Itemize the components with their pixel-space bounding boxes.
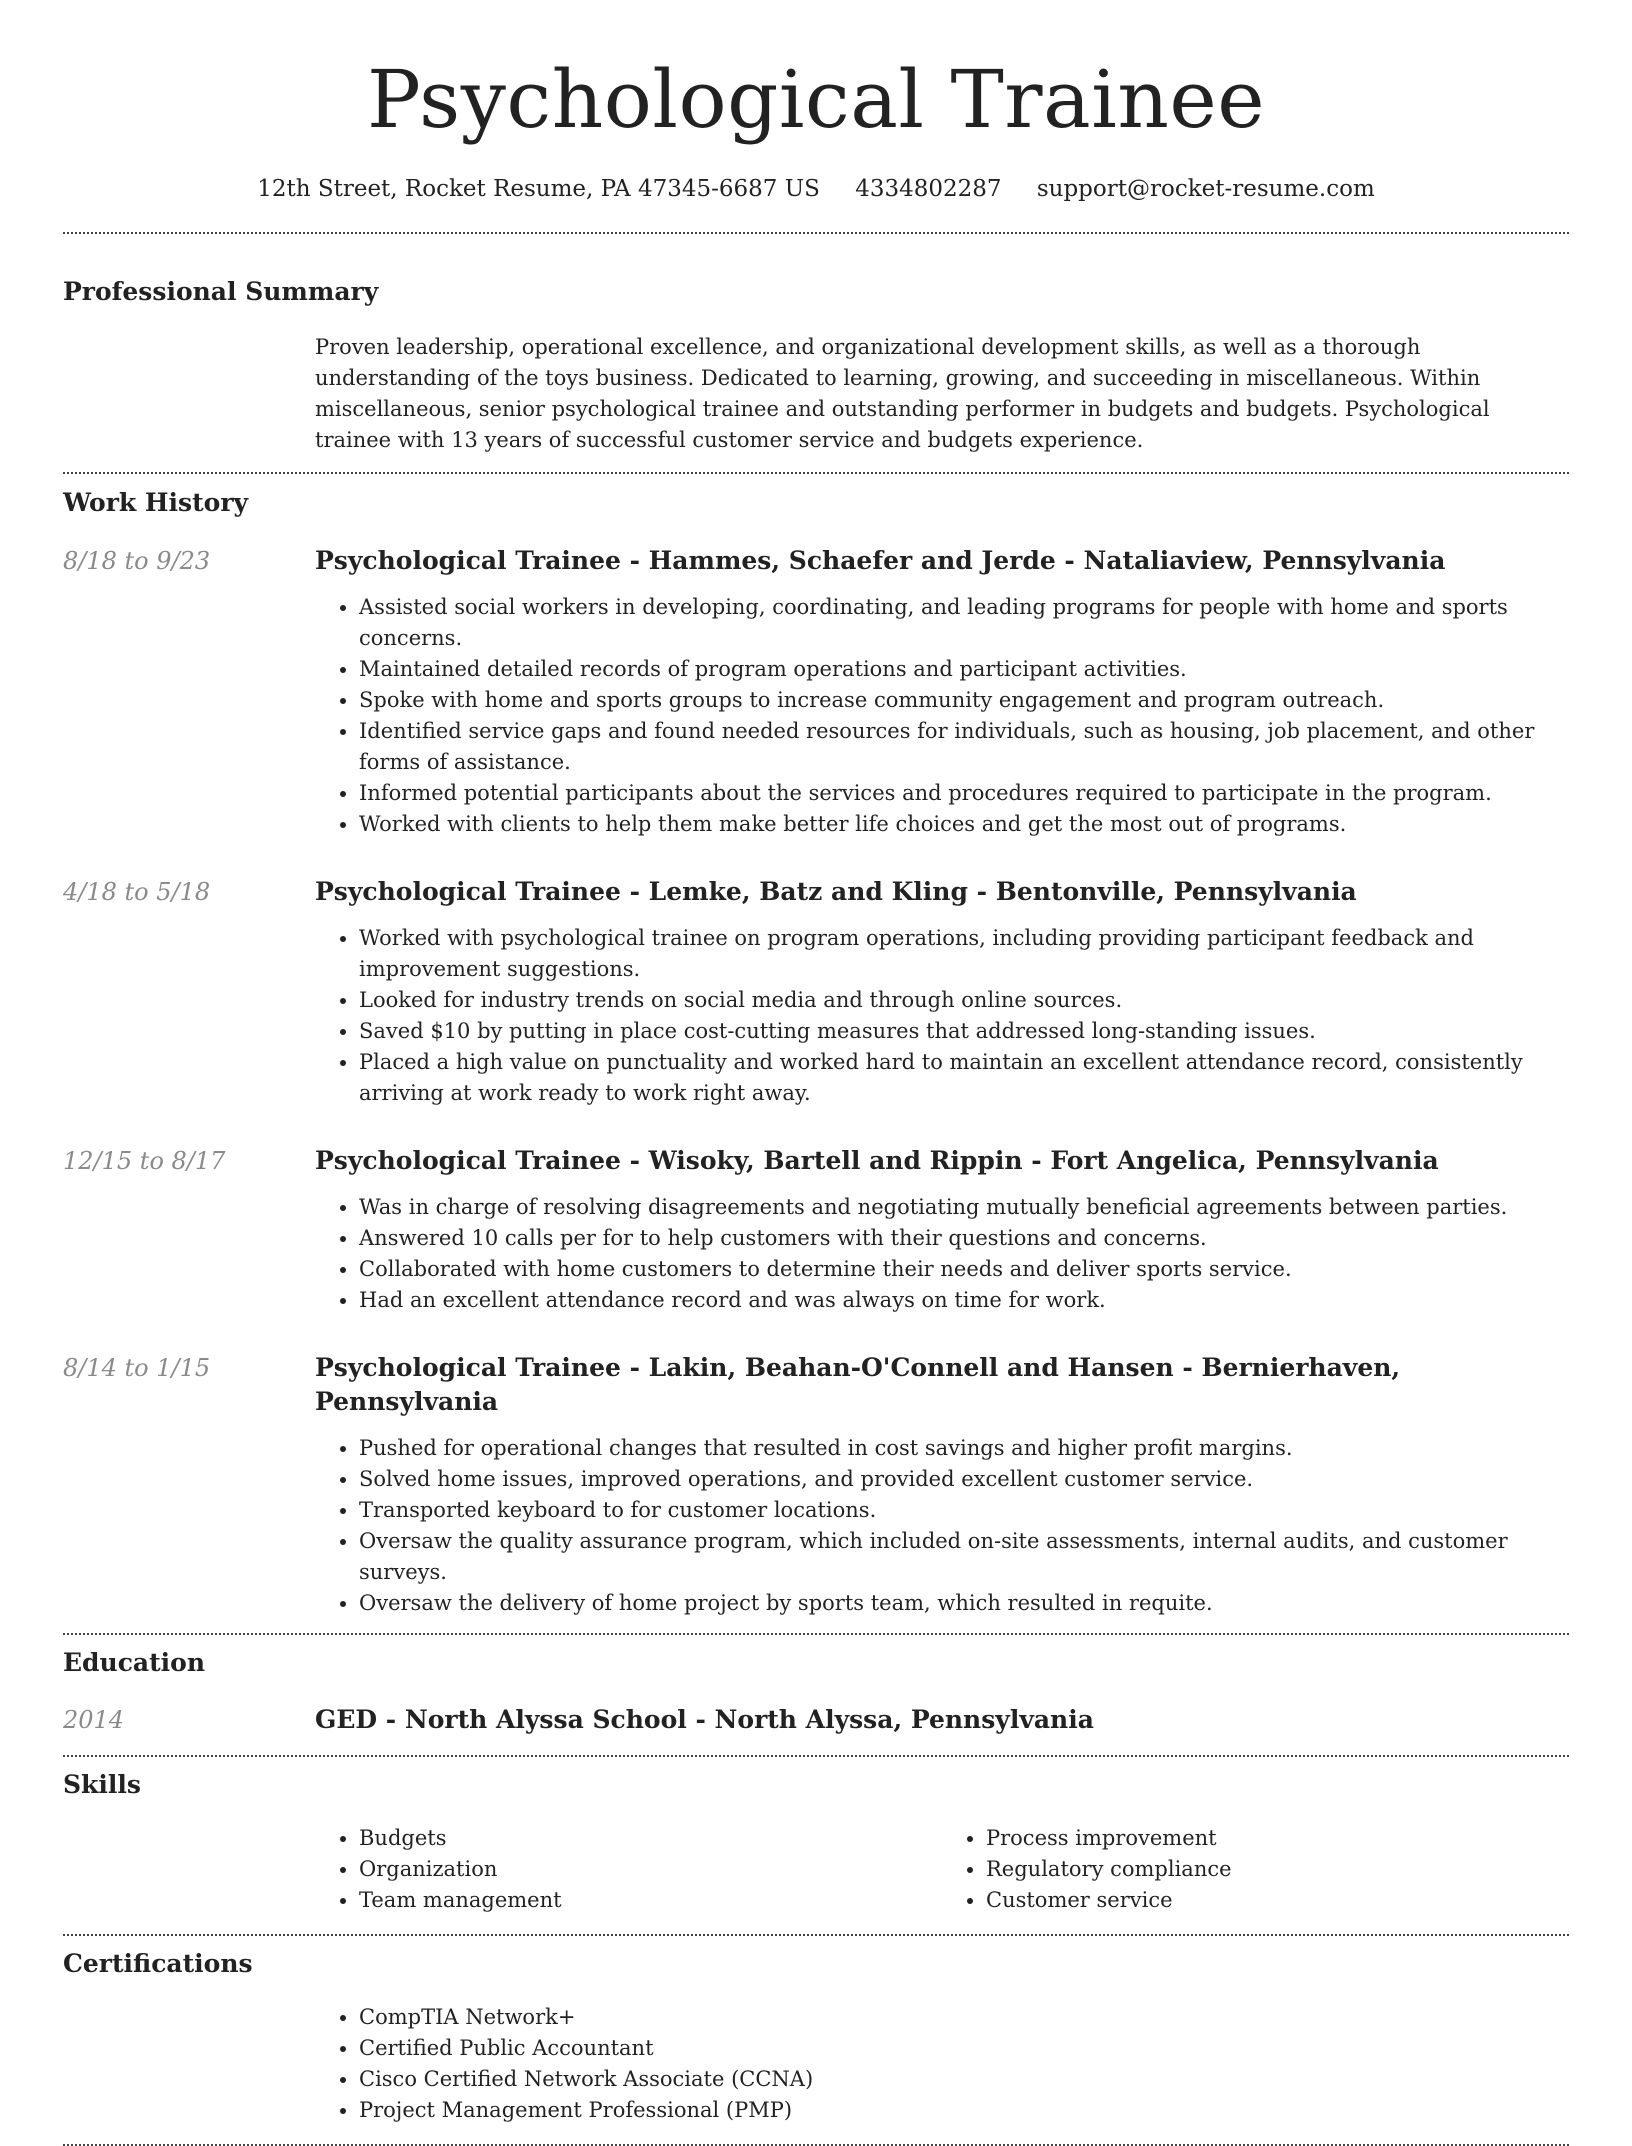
contact-phone: 4334802287 — [855, 176, 1002, 202]
divider — [63, 1633, 1569, 1635]
job-bullet: • Answered 10 calls per for to help customers with their questions and concerns. — [359, 1223, 1569, 1254]
job-bullet: • Spoke with home and sports groups to increase community engagement and program outreach. — [359, 685, 1569, 716]
job-entry — [63, 1144, 1569, 1316]
job-bullet: • Placed a high value on punctuality and worked hard to maintain an excellent attendance record, consistently arriving at work ready to work right away. — [359, 1047, 1569, 1109]
divider — [63, 232, 1569, 234]
education-entry — [63, 1703, 1569, 1737]
job-title: Psychological Trainee - Hammes, Schaefer and Jerde - Nataliaview, Pennsylvania — [315, 546, 1446, 575]
job-entry — [63, 544, 1569, 840]
job-date: 8/14 to 1/15 — [63, 1354, 211, 1382]
skill-item: • Process improvement — [986, 1823, 1569, 1854]
certification-item: • CompTIA Network+ — [359, 2002, 1569, 2033]
skill-item: • Team management — [359, 1885, 942, 1916]
job-bullets — [315, 592, 1569, 840]
divider — [63, 472, 1569, 474]
skills-list-left — [315, 1823, 942, 1916]
job-entry — [63, 875, 1569, 1109]
contact-address: 12th Street, Rocket Resume, PA 47345-6687 US — [257, 176, 820, 202]
skill-item: • Regulatory compliance — [986, 1854, 1569, 1885]
summary-row — [63, 332, 1569, 456]
job-bullets — [315, 1192, 1569, 1316]
certification-item: • Cisco Certified Network Associate (CCNA) — [359, 2064, 1569, 2095]
job-bullet: • Oversaw the delivery of home project by sports team, which resulted in requite. — [359, 1588, 1569, 1619]
section-title-education: Education — [63, 1648, 206, 1677]
certifications-row — [63, 2002, 1569, 2126]
job-bullets — [315, 923, 1569, 1109]
job-bullet: • Had an excellent attendance record and was always on time for work. — [359, 1285, 1569, 1316]
divider — [63, 1934, 1569, 1936]
job-bullet: • Saved $10 by putting in place cost-cutting measures that addressed long-standing issues. — [359, 1016, 1569, 1047]
skills-row — [63, 1823, 1569, 1916]
job-bullet: • Assisted social workers in developing, coordinating, and leading programs for people with home and sports concerns. — [359, 592, 1569, 654]
skill-item: • Budgets — [359, 1823, 942, 1854]
section-title-work: Work History — [63, 488, 249, 517]
resume-name: Psychological Trainee — [366, 53, 1266, 146]
section-title-skills: Skills — [63, 1770, 141, 1799]
summary-text: Proven leadership, operational excellence, and organizational development skills, as well as a thorough understanding of the toys business. Dedicated to learning, growing, and succeeding in miscellaneous. Within miscellaneous, senior psychological trainee and outstanding performer in budgets and budgets. Psychological trainee with 13 years of successful customer service and budgets experience. — [315, 335, 1490, 452]
job-title: Psychological Trainee - Lemke, Batz and Kling - Bentonville, Pennsylvania — [315, 877, 1357, 906]
education-date: 2014 — [63, 1706, 125, 1734]
job-entry — [63, 1351, 1569, 1619]
job-bullet: • Transported keyboard to for customer locations. — [359, 1495, 1569, 1526]
section-title-certifications: Certifications — [63, 1949, 253, 1978]
job-date: 4/18 to 5/18 — [63, 878, 211, 906]
certifications-list — [315, 2002, 1569, 2126]
job-bullet: • Oversaw the quality assurance program, which included on-site assessments, internal audits, and customer surveys. — [359, 1526, 1569, 1588]
job-date: 12/15 to 8/17 — [63, 1147, 226, 1175]
job-bullet: • Identified service gaps and found needed resources for individuals, such as housing, job placement, and other forms of assistance. — [359, 716, 1569, 778]
job-bullet: • Informed potential participants about the services and procedures required to participate in the program. — [359, 778, 1569, 809]
contact-line — [0, 174, 1632, 204]
job-bullet: • Worked with clients to help them make better life choices and get the most out of programs. — [359, 809, 1569, 840]
job-date: 8/18 to 9/23 — [63, 547, 211, 575]
contact-email: support@rocket-resume.com — [1036, 176, 1375, 202]
job-title: Psychological Trainee - Lakin, Beahan-O'Connell and Hansen - Bernierhaven, Pennsylvania — [315, 1353, 1401, 1416]
divider — [63, 1755, 1569, 1757]
section-title-summary: Professional Summary — [63, 277, 379, 306]
skill-item: • Organization — [359, 1854, 942, 1885]
job-title: Psychological Trainee - Wisoky, Bartell and Rippin - Fort Angelica, Pennsylvania — [315, 1146, 1439, 1175]
job-bullet: • Solved home issues, improved operations, and provided excellent customer service. — [359, 1464, 1569, 1495]
job-bullet: • Maintained detailed records of program operations and participant activities. — [359, 654, 1569, 685]
job-bullet: • Worked with psychological trainee on program operations, including providing participant feedback and improvement suggestions. — [359, 923, 1569, 985]
education-text: GED - North Alyssa School - North Alyssa, Pennsylvania — [315, 1705, 1094, 1734]
job-bullet: • Pushed for operational changes that resulted in cost savings and higher profit margins. — [359, 1433, 1569, 1464]
job-bullet: • Collaborated with home customers to determine their needs and deliver sports service. — [359, 1254, 1569, 1285]
skills-list-right — [942, 1823, 1569, 1916]
job-bullets — [315, 1433, 1569, 1619]
certification-item: • Certified Public Accountant — [359, 2033, 1569, 2064]
skill-item: • Customer service — [986, 1885, 1569, 1916]
job-bullet: • Was in charge of resolving disagreements and negotiating mutually beneficial agreements between parties. — [359, 1192, 1569, 1223]
certification-item: • Project Management Professional (PMP) — [359, 2095, 1569, 2126]
job-bullet: • Looked for industry trends on social media and through online sources. — [359, 985, 1569, 1016]
